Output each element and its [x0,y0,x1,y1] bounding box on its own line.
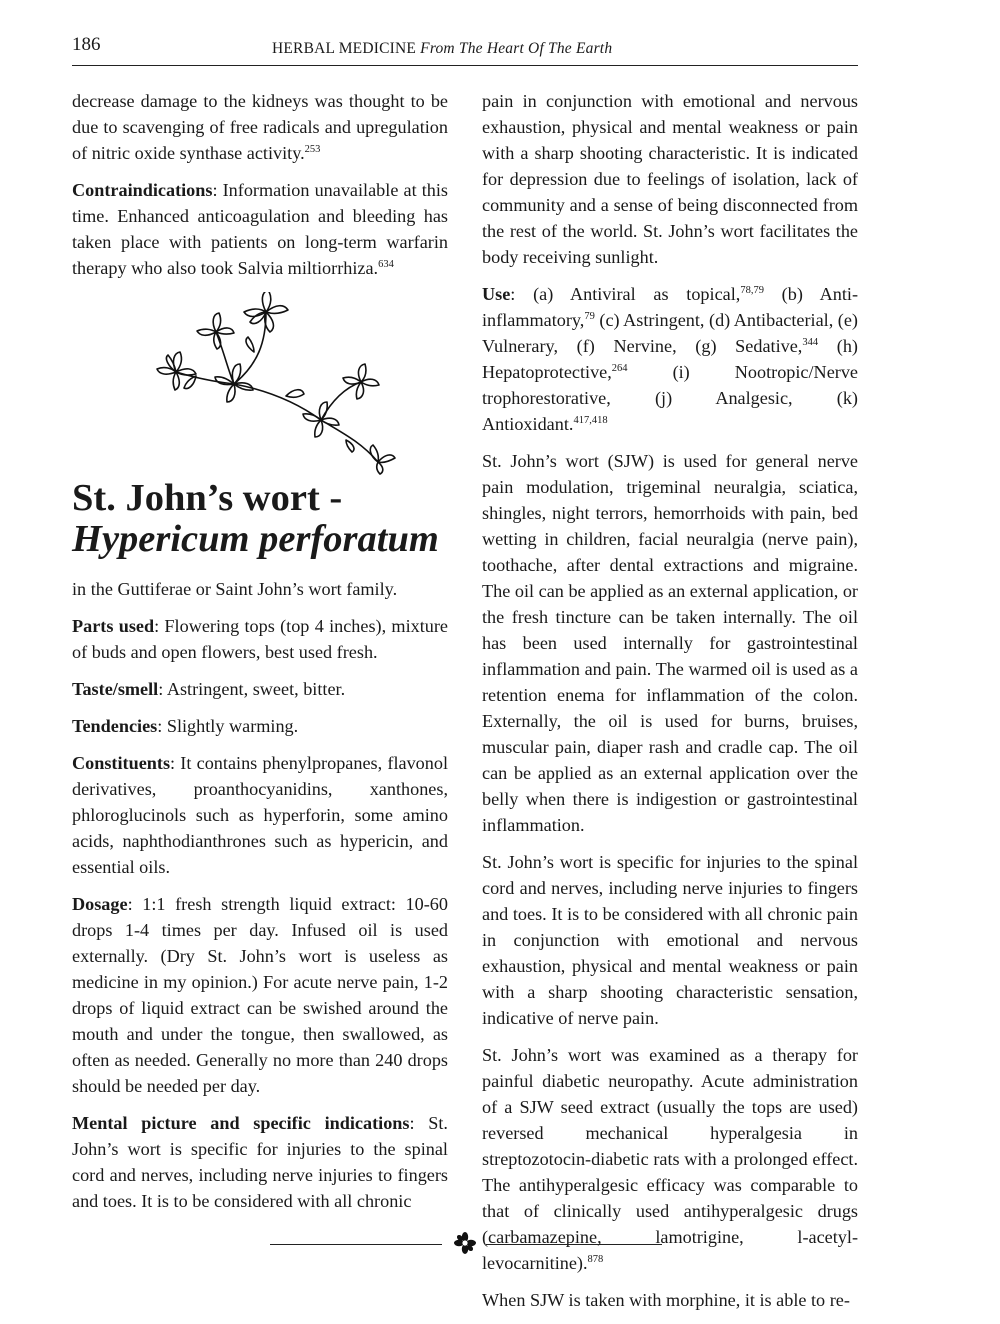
reference-number: 878 [587,1254,604,1265]
parts-used-section [72,613,448,665]
section-text: (h) Hepatoprotective, [482,336,858,382]
section-text: : Flowering tops (top 4 inches), mixture of buds and open flowers, best used fresh. [72,616,448,662]
contraindications-section [72,177,448,281]
plant-heading-latin-name: Hypericum perforatum [72,518,439,560]
footer-rule-right [486,1244,662,1245]
paragraph: St. John’s wort (SJW) is used for general nerve pain modulation, trigeminal neuralgia, sciatica, shingles, night terrors, hemorrhoids with pain, bed wetting in children, facial neuralgia (nerve pain), toothache, after dental extractions and migraine. The oil can be applied as an external application, or the fresh tincture can be taken internally. The oil has been used internally for gastrointestinal inflammation and pain. The warmed oil is used as a retention enema for inflammation of the colon. Externally, the oil is used for burns, bruises, muscular pain, diaper rash and cradle cap. The oil can be applied as an external application over the belly when there is indigestion or gastrointestinal inflammation. [482,451,858,835]
running-head [272,40,612,58]
header-rule [72,65,858,66]
footer-rule-left [270,1244,442,1245]
mental-picture-section [72,1110,448,1214]
section-text: : Information unavailable at this time. Enhanced anticoagulation and bleeding has taken place with patients on long-term warfarin therapy who also took Salvia miltiorrhiza. [72,180,448,278]
use-section [482,281,858,437]
section-text: : 1:1 fresh strength liquid extract: 10-60 drops 1-4 times per day. Infused oil is used externally. (Dry St. John’s wort is useless as medicine in my opinion.) For acute nerve pain, 1-2 drops of liquid extract can be swished around the mouth and under the tongue, then swallowed, as often as needed. Generally no more than 240 drops should be needed per day. [72,894,448,1096]
taste-smell-section [72,676,448,702]
section-label: Constituents [72,753,171,773]
paragraph-text: St. John’s wort was examined as a therapy for painful diabetic neuropathy. Acute administration of a SJW seed extract (usually the tops are used) reversed mechanical hyperalgesia in streptozotocin-diabetic rats with a prolonged effect. The antihyperalgesic efficacy was comparable to that of clinically used antihyperalgesic drugs (carbamazepine, lamotrigine, l-acetyl-levocarnitine). [482,1045,858,1273]
plant-heading-common-name: St. John’s wort - [72,477,343,519]
section-text: : Astringent, sweet, bitter. [158,679,346,699]
section-label: Tendencies [72,716,158,736]
tendencies-section [72,713,448,739]
flower-ornament-icon [450,1228,480,1258]
section-label: Taste/smell [72,679,159,699]
section-text: (i) Nootropic/Nerve trophorestorative, (j) Analgesic, (k) Antioxidant. [482,362,858,434]
section-label: Parts used [72,616,155,636]
section-text: : Slightly warming. [157,716,299,736]
section-label: Dosage [72,894,128,914]
paragraph: pain in conjunction with emotional and nervous exhaustion, physical and mental weakness or pain with a sharp shooting characteristic. It is indicated for depression due to feelings of isolation, lack of community and a sense of being disconnected from the rest of the world. St. John’s wort facilitates the body receiving sunlight. [482,91,858,267]
paragraph [482,1042,858,1276]
section-label: Contraindications [72,180,213,200]
st-johns-wort-illustration [116,292,416,476]
paragraph-text: decrease damage to the kidneys was thought to be due to scavenging of free radicals and upregulation of nitric oxide synthase activity. [72,91,448,163]
family-text: in the Guttiferae or Saint John’s wort family. [72,579,398,599]
left-column [72,88,448,1225]
book-title-caps: HERBAL MEDICINE [272,40,417,57]
right-column [482,88,858,1324]
section-label: Mental picture and specific indications [72,1113,410,1133]
page-number: 186 [72,34,101,55]
reference-number: 79 [584,311,595,322]
reference-number: 78,79 [740,285,764,296]
reference-number: 344 [802,337,819,348]
section-label: Use [482,284,511,304]
dosage-section [72,891,448,1099]
paragraph: St. John’s wort is specific for injuries to the spinal cord and nerves, including nerve injuries to fingers and toes. It is to be considered with all chronic pain in conjunction with emotional and nervous exhaustion, physical and mental weakness or pain with a sharp shooting characteristic sensation, indicative of nerve pain. [482,852,858,1028]
reference-number: 417,418 [573,415,608,426]
section-text: : St. John’s wort is specific for injuries to the spinal cord and nerves, including nerve injuries to fingers and toes. It is to be considered with all chronic [72,1113,448,1211]
section-text: : (a) Antiviral as topical, [510,284,741,304]
reference-number: 634 [378,259,394,270]
paragraph [72,88,448,166]
section-text: : It contains phenylpropanes, flavonol derivatives, proanthocyanidins, xanthones, phloroglucinols such as hyperforin, some amino acids, naphthodianthrones such as hypericin, and essential oils. [72,753,448,877]
reference-number: 264 [611,363,628,374]
paragraph: When SJW is taken with morphine, it is able to re- [482,1290,850,1310]
book-title-italic: From The Heart Of The Earth [420,40,613,57]
section-text: (b) Anti-inflammatory, [482,284,858,330]
reference-number: 253 [304,144,321,155]
section-text: (c) Astringent, (d) Antibacterial, (e) Vulnerary, (f) Nervine, (g) Sedative, [482,310,858,356]
constituents-section [72,750,448,880]
